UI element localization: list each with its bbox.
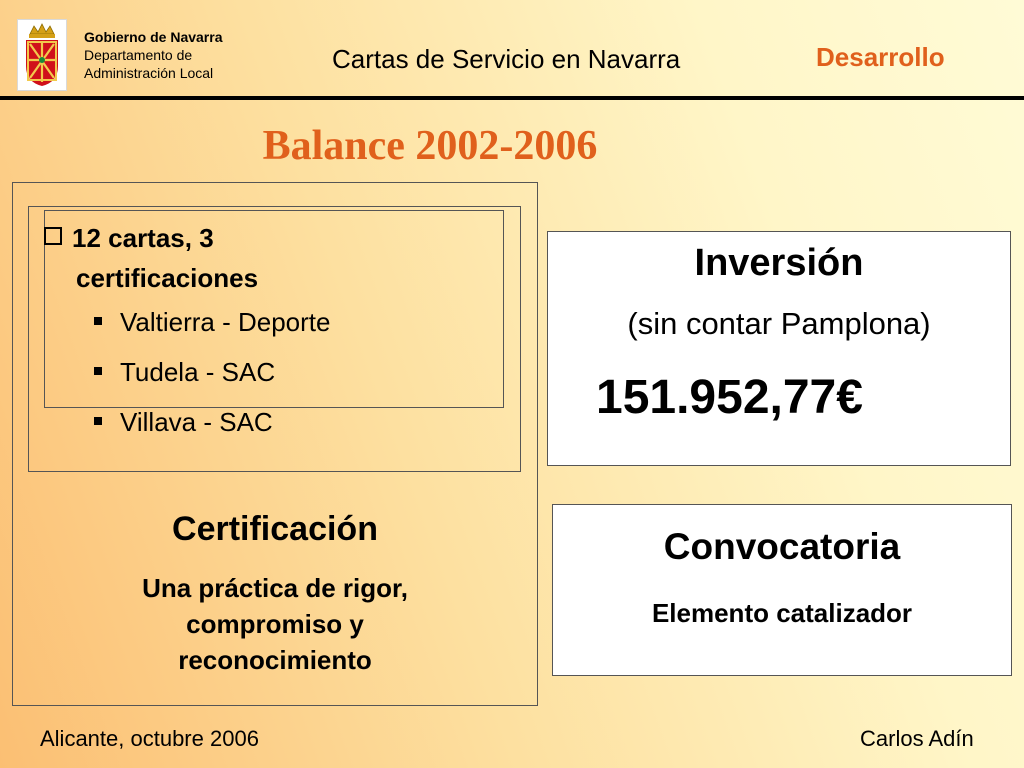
certification-line-2: compromiso y: [186, 609, 364, 639]
call-subtitle: Elemento catalizador: [651, 598, 913, 628]
footer-author: Carlos Adín: [860, 726, 974, 751]
investment-amount: 151.952,77€: [596, 371, 863, 424]
list-item-label: Villava - SAC: [120, 407, 273, 437]
certification-description: [12, 570, 538, 678]
square-bullet-icon: [94, 317, 102, 325]
department-line-1: Departamento de: [84, 47, 193, 63]
call-title: Convocatoria: [663, 526, 901, 567]
list-heading: [44, 218, 258, 298]
header-title: Cartas de Servicio en Navarra: [332, 44, 681, 74]
square-bullet-icon: [94, 417, 102, 425]
list-heading-line-1: 12 cartas, 3: [72, 223, 214, 253]
investment-title: Inversión: [694, 242, 864, 284]
navarra-coat-of-arms-logo: [18, 20, 66, 90]
list-item-label: Valtierra - Deporte: [120, 307, 331, 337]
certification-line-1: Una práctica de rigor,: [142, 573, 408, 603]
list-item: [94, 356, 275, 388]
section-label: Desarrollo: [816, 42, 945, 72]
slide-title: Balance 2002-2006: [262, 123, 598, 169]
department-line-2: Administración Local: [84, 65, 214, 81]
list-heading-line-2: certificaciones: [76, 263, 259, 293]
list-item-label: Tudela - SAC: [120, 357, 276, 387]
certification-line-3: reconocimiento: [178, 645, 372, 675]
certification-title: Certificación: [172, 510, 378, 548]
footer-location-date: Alicante, octubre 2006: [40, 726, 259, 751]
organization-name: Gobierno de Navarra: [84, 29, 223, 45]
investment-subtitle: (sin contar Pamplona): [627, 306, 931, 341]
header-divider: [0, 96, 1024, 100]
square-bullet-icon: [94, 367, 102, 375]
organization-block: [84, 28, 223, 82]
checkbox-bullet-icon: [44, 227, 62, 245]
list-item: [94, 306, 331, 338]
list-item: [94, 406, 273, 438]
